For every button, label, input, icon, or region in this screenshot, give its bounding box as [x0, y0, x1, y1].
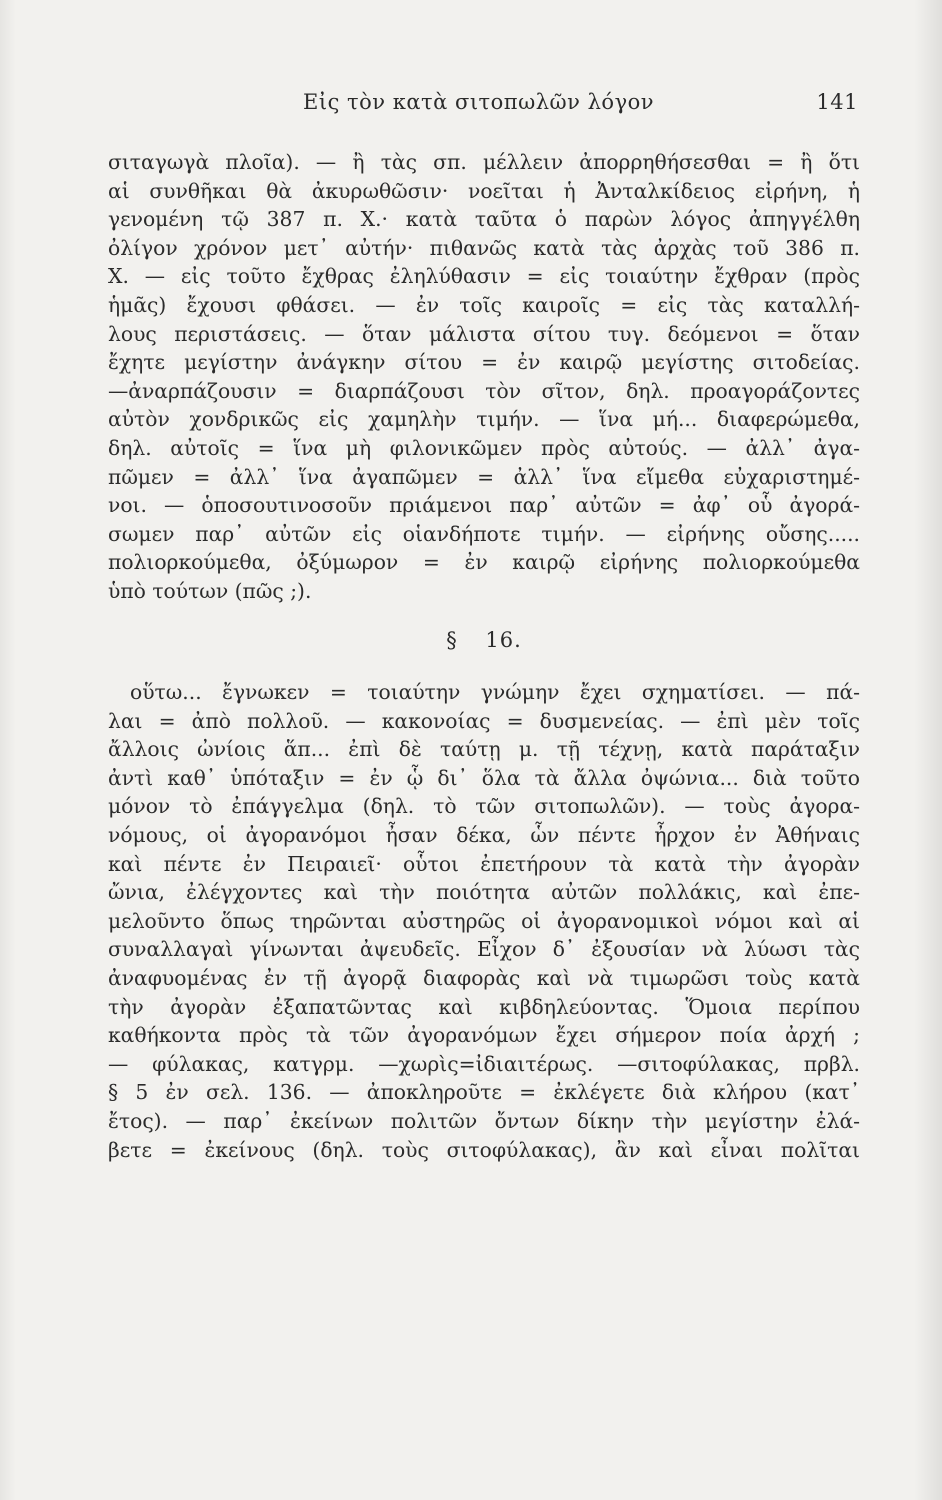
section-heading [108, 626, 860, 655]
text-line: ἔχητε μεγίστην ἀνάγκην σίτου = ἐν καιρῷ μεγίστης σιτοδείας. [108, 350, 860, 375]
section-number: 16. [485, 627, 522, 652]
text-line: δηλ. αὐτοῖς = ἵνα μὴ φιλονικῶμεν πρὸς αὐτούς. — ἀλλ᾽ ἀγα- [108, 435, 860, 460]
text-line: ὑπὸ τούτων (πῶς ;). [108, 578, 312, 603]
text-line: — φύλακας, κατγρμ. —χωρὶς=ἰδιαιτέρως. —σιτοφύλακας, πρβλ. [108, 1051, 860, 1076]
text-line: ὀλίγον χρόνον μετ᾽ αὐτήν· πιθανῶς κατὰ τὰς ἀρχὰς τοῦ 386 π. [108, 235, 860, 260]
text-line: Χ. — εἰς τοῦτο ἔχθρας ἐληλύθασιν = εἰς τοιαύτην ἔχθραν (πρὸς [108, 264, 860, 289]
text-line: ἀναφυομένας ἐν τῇ ἀγορᾷ διαφορὰς καὶ νὰ τιμωρῶσι τοὺς κατὰ [108, 966, 860, 991]
text-line: καὶ πέντε ἐν Πειραιεῖ· οὗτοι ἐπετήρουν τὰ κατὰ τὴν ἀγορὰν [108, 851, 860, 876]
running-head [108, 86, 860, 122]
text-line: σωμεν παρ᾽ αὐτῶν εἰς οἱανδήποτε τιμήν. — εἰρήνης οὔσης..... [108, 521, 860, 546]
text-line: πολιορκούμεθα, ὀξύμωρον = ἐν καιρῷ εἰρήνης πολιορκούμεθα [108, 550, 860, 575]
text-line: ὤνια, ἐλέγχοντες καὶ τὴν ποιότητα αὐτῶν πολλάκις, καὶ ἐπε- [108, 880, 860, 905]
text-line: σιταγωγὰ πλοῖα). — ἢ τὰς σπ. μέλλειν ἀπορρηθήσεσθαι = ἢ ὅτι [108, 150, 860, 174]
text-line: μόνον τὸ ἐπάγγελμα (δηλ. τὸ τῶν σιτοπωλῶν). — τοὺς ἀγορα- [108, 794, 860, 819]
text-line: συναλλαγαὶ γίνωνται ἀψευδεῖς. Εἶχον δ᾽ ἐξουσίαν νὰ λύωσι τὰς [108, 937, 860, 962]
page-number: 141 [816, 90, 858, 114]
text-line: αὐτὸν χονδρικῶς εἰς χαμηλὴν τιμήν. — ἵνα μή... διαφερώμεθα, [108, 407, 860, 432]
text-line: —ἀναρπάζουσιν = διαρπάζουσι τὸν σῖτον, δηλ. προαγοράζοντες [108, 378, 860, 403]
text-line: γενομένη τῷ 387 π. Χ.· κατὰ ταῦτα ὁ παρὼν λόγος ἀπηγγέλθη [108, 207, 860, 232]
text-line: μελοῦντο ὅπως τηρῶνται αὐστηρῶς οἱ ἀγορανομικοὶ νόμοι καὶ αἱ [108, 908, 860, 933]
text-line: λαι = ἀπὸ πολλοῦ. — κακονοίας = δυσμενείας. — ἐπὶ μὲν τοῖς [108, 708, 860, 733]
text-line: ἄλλοις ὠνίοις ἅπ... ἐπὶ δὲ ταύτῃ μ. τῇ τέχνῃ, κατὰ παράταξιν [108, 737, 860, 762]
text-line: τὴν ἀγορὰν ἐξαπατῶντας καὶ κιβδηλεύοντας. Ὅμοια περίπου [108, 994, 860, 1019]
page-edge-shadow-right [914, 0, 942, 1500]
text-line: αἱ συνθῆκαι θὰ ἀκυρωθῶσιν· νοεῖται ἡ Ἀνταλκίδειος εἰρήνη, ἡ [108, 178, 860, 203]
text-line: § 5 ἐν σελ. 136. — ἀποκληροῦτε = ἐκλέγετε διὰ κλήρου (κατ᾽ [108, 1080, 860, 1105]
paragraph-2 [108, 678, 860, 1164]
text-line: λους περιστάσεις. — ὅταν μάλιστα σίτου τυγ. δεόμενοι = ὅταν [108, 321, 860, 346]
paragraph-1 [108, 148, 860, 606]
text-line: καθήκοντα πρὸς τὰ τῶν ἀγορανόμων ἔχει σήμερον ποία ἀρχή ; [108, 1023, 860, 1048]
page-edge-shadow-left [0, 0, 16, 1500]
running-head-title: Εἰς τὸν κατὰ σιτοπωλῶν λόγον [303, 90, 655, 114]
book-page [108, 86, 860, 1164]
text-line: ἔτος). — παρ᾽ ἐκείνων πολιτῶν ὄντων δίκην τὴν μεγίστην ἐλά- [108, 1109, 860, 1133]
text-line: νοι. — ὁποσουτινοσοῦν πριάμενοι παρ᾽ αὐτῶν = ἀφ᾽ οὗ ἀγορά- [108, 493, 860, 518]
text-line: ἀντὶ καθ᾽ ὑπόταξιν = ἐν ᾧ δι᾽ ὅλα τὰ ἄλλα ὀψώνια... διὰ τοῦτο [108, 765, 860, 790]
text-line: νόμους, οἱ ἀγορανόμοι ἦσαν δέκα, ὧν πέντε ἦρχον ἐν Ἀθήναις [108, 823, 860, 848]
commentary-text [108, 148, 860, 1164]
text-line: πῶμεν = ἀλλ᾽ ἵνα ἀγαπῶμεν = ἀλλ᾽ ἵνα εἴμεθα εὐχαριστημέ- [108, 464, 860, 489]
text-line: ἡμᾶς) ἔχουσι φθάσει. — ἐν τοῖς καιροῖς = εἰς τὰς καταλλή- [108, 292, 860, 317]
text-line: βετε = ἐκείνους (δηλ. τοὺς σιτοφύλακας), ἂν καὶ εἶναι πολῖται [108, 1137, 860, 1162]
text-line: οὕτω... ἔγνωκεν = τοιαύτην γνώμην ἔχει σχηματίσει. — πά- [130, 680, 860, 705]
section-symbol: § [446, 627, 458, 652]
